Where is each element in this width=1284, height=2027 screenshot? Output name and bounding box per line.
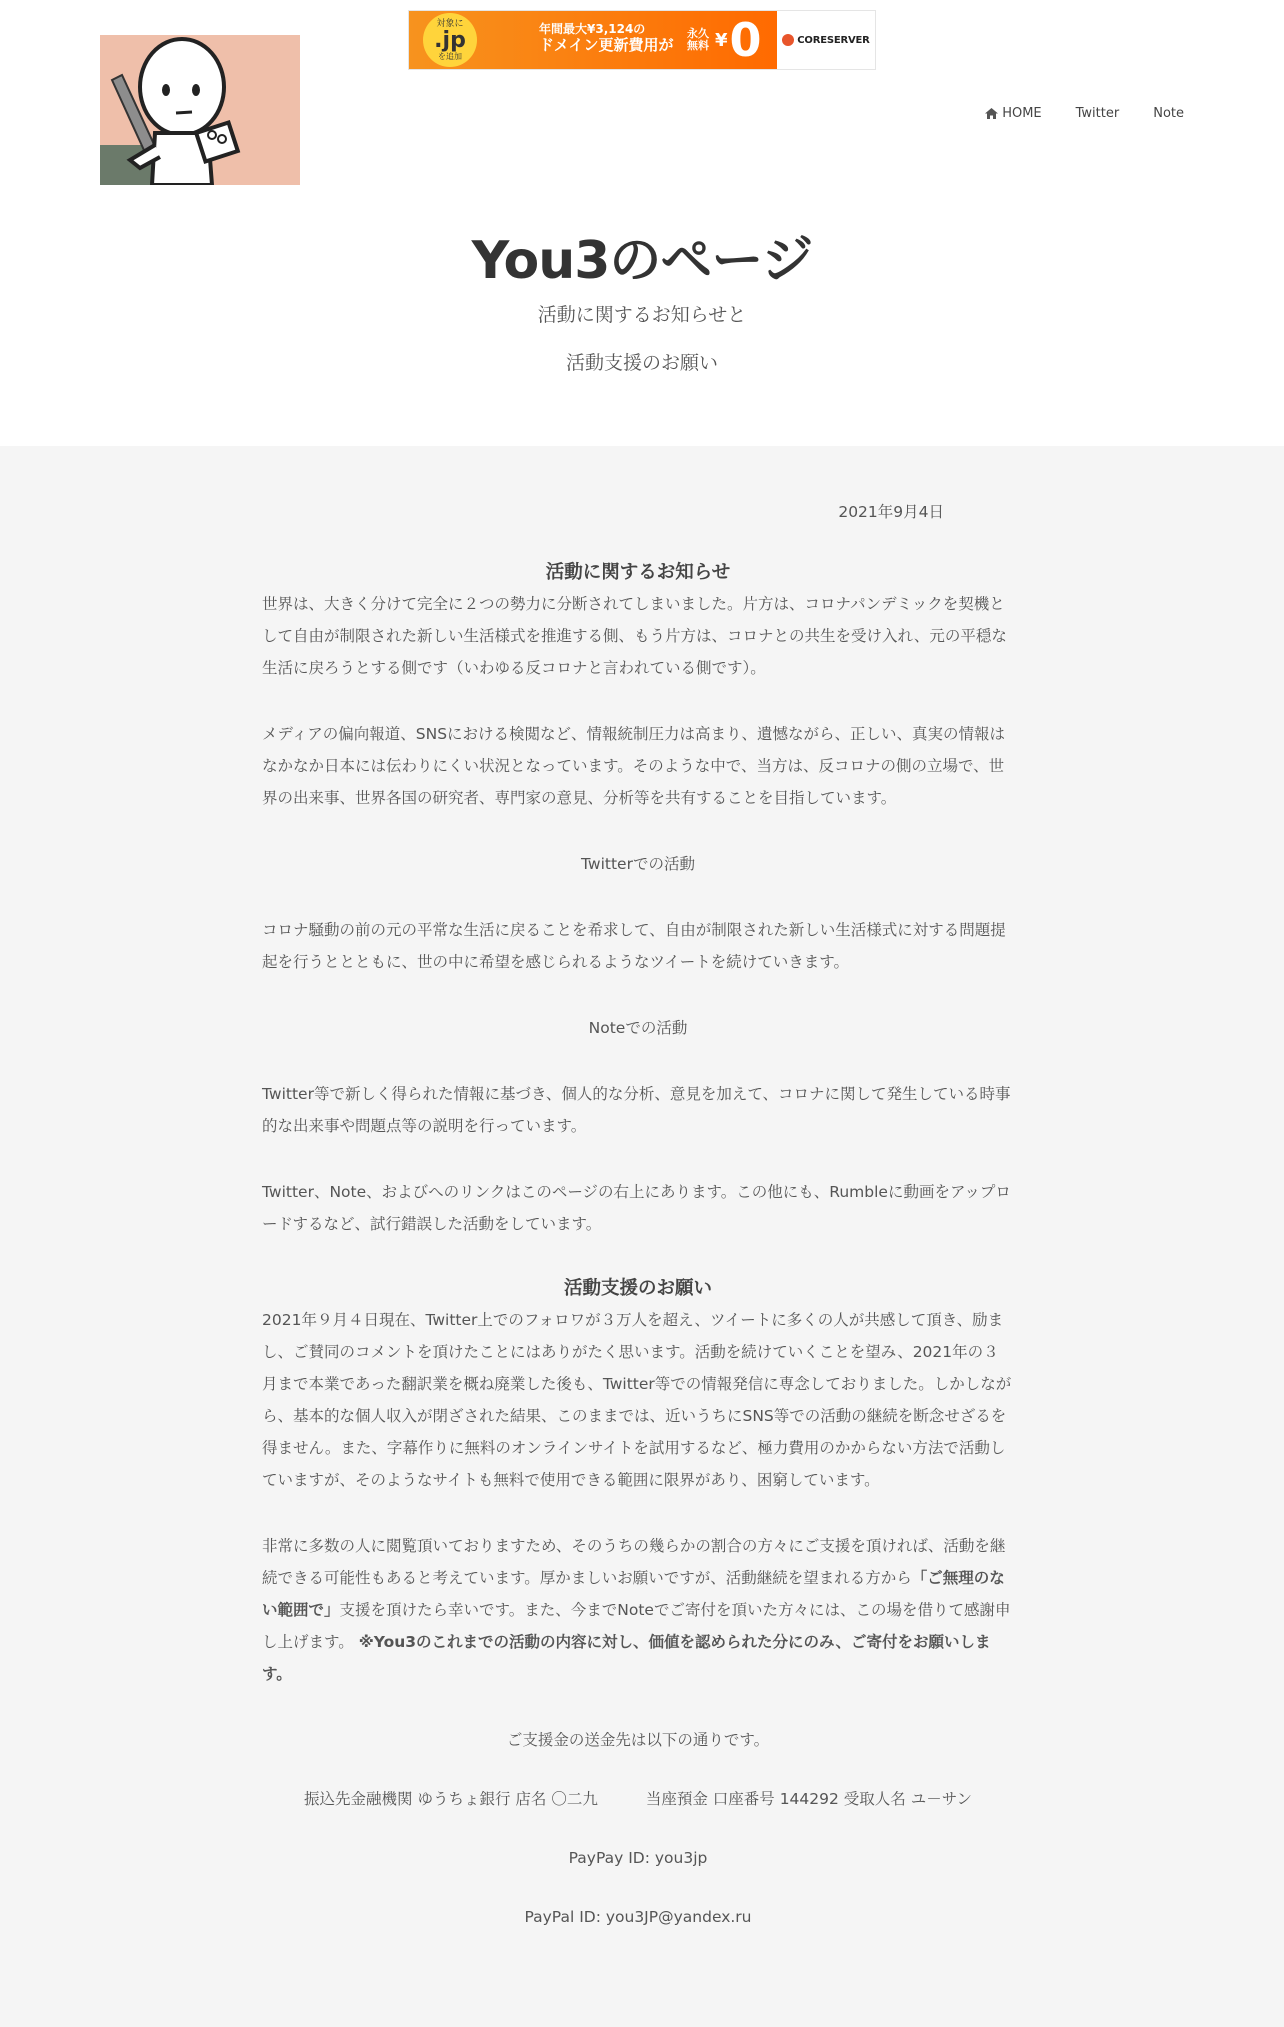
main-content-area	[0, 446, 1284, 2027]
paragraph-twitter: コロナ騒動の前の元の平常な生活に戻ることを希求して、自由が制限された新しい生活様式に対する問題提起を行うととともに、世の中に希望を感じられるようなツイートを続けていきます。	[262, 921, 1006, 971]
note-activity-heading: Noteでの活動	[588, 1019, 688, 1037]
post-date: 2021年9月4日	[838, 503, 944, 521]
support-request-bold2: ※You3のこれまでの活動の内容に対し、価値を認められた分にのみ、ご寄付をお願いします。	[262, 1633, 991, 1683]
paragraph-support-request	[262, 1530, 1014, 1690]
nav-twitter[interactable]: Twitter	[1075, 106, 1120, 121]
remittance-intro: ご支援金の送金先は以下の通りです。	[506, 1731, 770, 1749]
banner-headline	[539, 23, 674, 54]
banner-yen-mark: ¥	[715, 29, 728, 51]
site-subtitle-line2: 活動支援のお願い	[565, 352, 718, 374]
paragraph-media: メディアの偏向報道、SNSにおける検閲など、情報統制圧力は高まり、遺憾ながら、正しい、真実の情報はなかなか日本には伝わりにくい状況となっています。そのような中で、当方は、反コロナの側の立場で、世界の出来事、世界各国の研究者、専門家の意見、分析等を共有することを目指しています。	[262, 725, 1006, 807]
nav-note[interactable]: Note	[1153, 106, 1184, 121]
banner-promo[interactable]	[409, 11, 777, 69]
banner-free-line1: 永久	[687, 26, 709, 40]
paragraph-intro: 世界は、大きく分けて完全に２つの勢力に分断されてしまいました。片方は、コロナパンデミックを契機として自由が制限された新しい生活様式を推進する側、もう片方は、コロナとの共生を受け入れ、元の平穏な生活に戻ろうとする側です（いわゆる反コロナと言われている側です）。	[262, 595, 1007, 677]
character-illustration-icon	[100, 35, 300, 185]
jp-badge	[423, 13, 477, 67]
badge-line1: 対象に	[436, 18, 464, 29]
coreserver-logo[interactable]	[777, 11, 875, 69]
badge-main: .jp	[434, 27, 466, 53]
paragraph-links: Twitter、Note、およびへのリンクはこのページの右上にあります。この他にも、Rumbleに動画をアップロードするなど、試行錯誤した活動をしています。	[262, 1183, 1011, 1233]
banner-free	[687, 15, 762, 65]
support-request-text-b: 支援を頂けたら幸いです。また、今までNoteでご寄付を頂いた方々には、この場を借りて感謝申し上げます。	[262, 1601, 1011, 1651]
paypal-id: PayPal ID: you3JP@yandex.ru	[524, 1908, 752, 1926]
banner-free-line2: 無料	[687, 39, 709, 52]
banner-headline-line1: 年間最大¥3,124の	[539, 22, 646, 36]
twitter-activity-heading: Twitterでの活動	[581, 855, 695, 873]
banner-zero: 0	[729, 13, 762, 67]
paragraph-support-status: 2021年９月４日現在、Twitter上でのフォロワが３万人を超え、ツイートに多くの人が共感して頂き、励まし、ご賛同のコメントを頂けたことにはありがたく思います。活動を続けていくことを望み、2021年の３月まで本業であった翻訳業を概ね廃業した後も、Twitter等での情報発信に専念しておりました。しかしながら、基本的な個人収入が閉ざされた結果、このままでは、近いうちにSNS等での活動の継続を断念せざるを得ません。また、字幕作りに無料のオンラインサイトを試用するなど、極力費用のかからない方法で活動していますが、そのようなサイトも無料で使用できる範囲に限界があり、困窮しています。	[262, 1311, 1012, 1489]
coreserver-icon	[782, 34, 794, 46]
coreserver-brand: CORESERVER	[797, 34, 870, 46]
paragraph-note: Twitter等で新しく得られた情報に基づき、個人的な分析、意見を加えて、コロナに関して発生している時事的な出来事や問題点等の説明を行っています。	[262, 1085, 1011, 1135]
account-info: 当座預金 口座番号 144292 受取人名 ユ－サン	[645, 1790, 972, 1808]
support-request-bold1: 「ご無理のない範囲で」	[262, 1569, 1005, 1619]
banner-free-label	[687, 28, 715, 52]
support-request-text-a: 非常に多数の人に閲覧頂いておりますため、そのうちの幾らかの割合の方々にご支援を頂ければ、活動を継続できる可能性もあると考えています。厚かましいお願いですが、活動継続を望まれる方から	[262, 1537, 1006, 1587]
paypay-id: PayPay ID: you3jp	[568, 1849, 708, 1867]
main-nav	[985, 106, 1184, 121]
site-logo[interactable]	[100, 35, 300, 185]
post-article	[262, 496, 1014, 1960]
site-title[interactable]: You3のページ	[471, 231, 813, 291]
site-subtitle-line1: 活動に関するお知らせと	[537, 304, 747, 326]
section-heading-support: 活動支援のお願い	[563, 1278, 712, 1299]
bank-info: 振込先金融機関 ゆうちょ銀行 店名 〇二九	[304, 1790, 598, 1808]
section-heading-announcement: 活動に関するお知らせ	[545, 562, 731, 583]
home-icon	[985, 108, 998, 119]
site-header	[0, 0, 1284, 446]
banner-headline-line2: ドメイン更新費用が	[539, 35, 674, 54]
bank-account-info	[262, 1783, 1014, 1815]
badge-line3: を追加	[438, 51, 462, 61]
ad-banner[interactable]	[408, 10, 876, 70]
nav-home-label: HOME	[1002, 106, 1042, 121]
nav-home[interactable]	[985, 106, 1041, 121]
